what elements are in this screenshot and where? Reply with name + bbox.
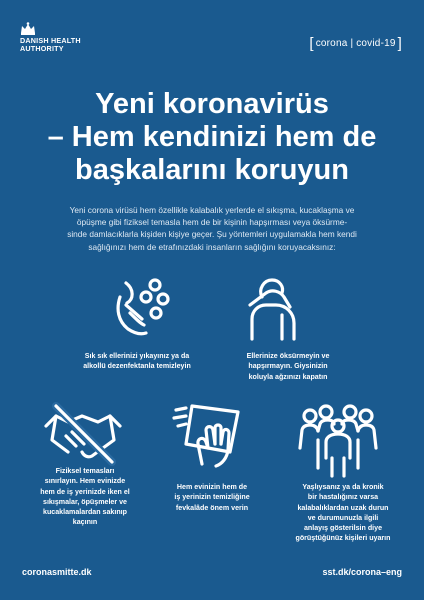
hand-washing-icon: [110, 275, 175, 343]
page-title: [0, 88, 424, 187]
no-handshake-icon: [42, 400, 124, 466]
logo-line-2: AUTHORITY: [20, 44, 64, 53]
crown-icon: [20, 22, 36, 35]
title-line: – Hem kendinizi hem de: [47, 121, 377, 153]
advice-caption-no-contact: Fiziksel temasları sınırlayın. Hem evinizde hem de iş yerinizde iken el sıkışmalar, öpüşmeler ve kucaklamalardan sakınıp kaçının: [40, 467, 130, 527]
cough-into-elbow-icon: [240, 275, 305, 343]
cleaning-icon: [172, 400, 246, 470]
intro-line: Yeni corona virüsü hem özellikle kalabalık yerlerde el sıkışma, kucaklaşma ve: [69, 205, 355, 215]
intro-line: sağlığınızı hem de etrafınızdaki insanların sağlığını koruyacaksınız:: [88, 241, 336, 252]
title-line: Yeni koronavirüs: [95, 88, 329, 120]
footer-link-coronasmitte[interactable]: coronasmitte.dk: [22, 567, 92, 577]
campaign-label: [ corona | covid-19 ]: [309, 34, 402, 52]
footer-link-sst[interactable]: sst.dk/corona–eng: [322, 567, 402, 577]
advice-caption-cough: Ellerinize öksürmeyin ve hapşırmayın. Giysinizin koluyla ağzınızı kapatın: [246, 352, 330, 381]
title-line: başkalarını koruyun: [75, 154, 349, 186]
advice-caption-hand-washing: Sık sık ellerinizi yıkayınız ya da alkollü dezenfektanla temizleyin: [83, 352, 191, 371]
logo-line-1: DANISH HEALTH: [20, 36, 81, 45]
advice-caption-cleaning: Hem evinizin hem de iş yerinizin temizliğine fevkalâde önem verin: [174, 483, 250, 512]
campaign-text: corona | covid-19: [315, 38, 396, 49]
intro-line: sinde damlacıklarla kişiden kişiye geçer. Şu yöntemleri uygulamakla hem kendi: [67, 229, 357, 240]
intro-line: öpüşme gibi fiziksel temasla hem de bir kişinin hapşırması veya öksürme-: [76, 217, 348, 228]
advice-caption-elderly: Yaşlıysanız ya da kronik bir hastalığınız varsa kalabalıklardan uzak durun ve durumunuzla ilgili anlayış gösterilsin diye görüştüğünüz kişileri uyarın: [295, 483, 391, 543]
authority-logo: [20, 22, 130, 53]
intro-text: [40, 204, 384, 253]
group-of-people-icon: [296, 400, 380, 480]
